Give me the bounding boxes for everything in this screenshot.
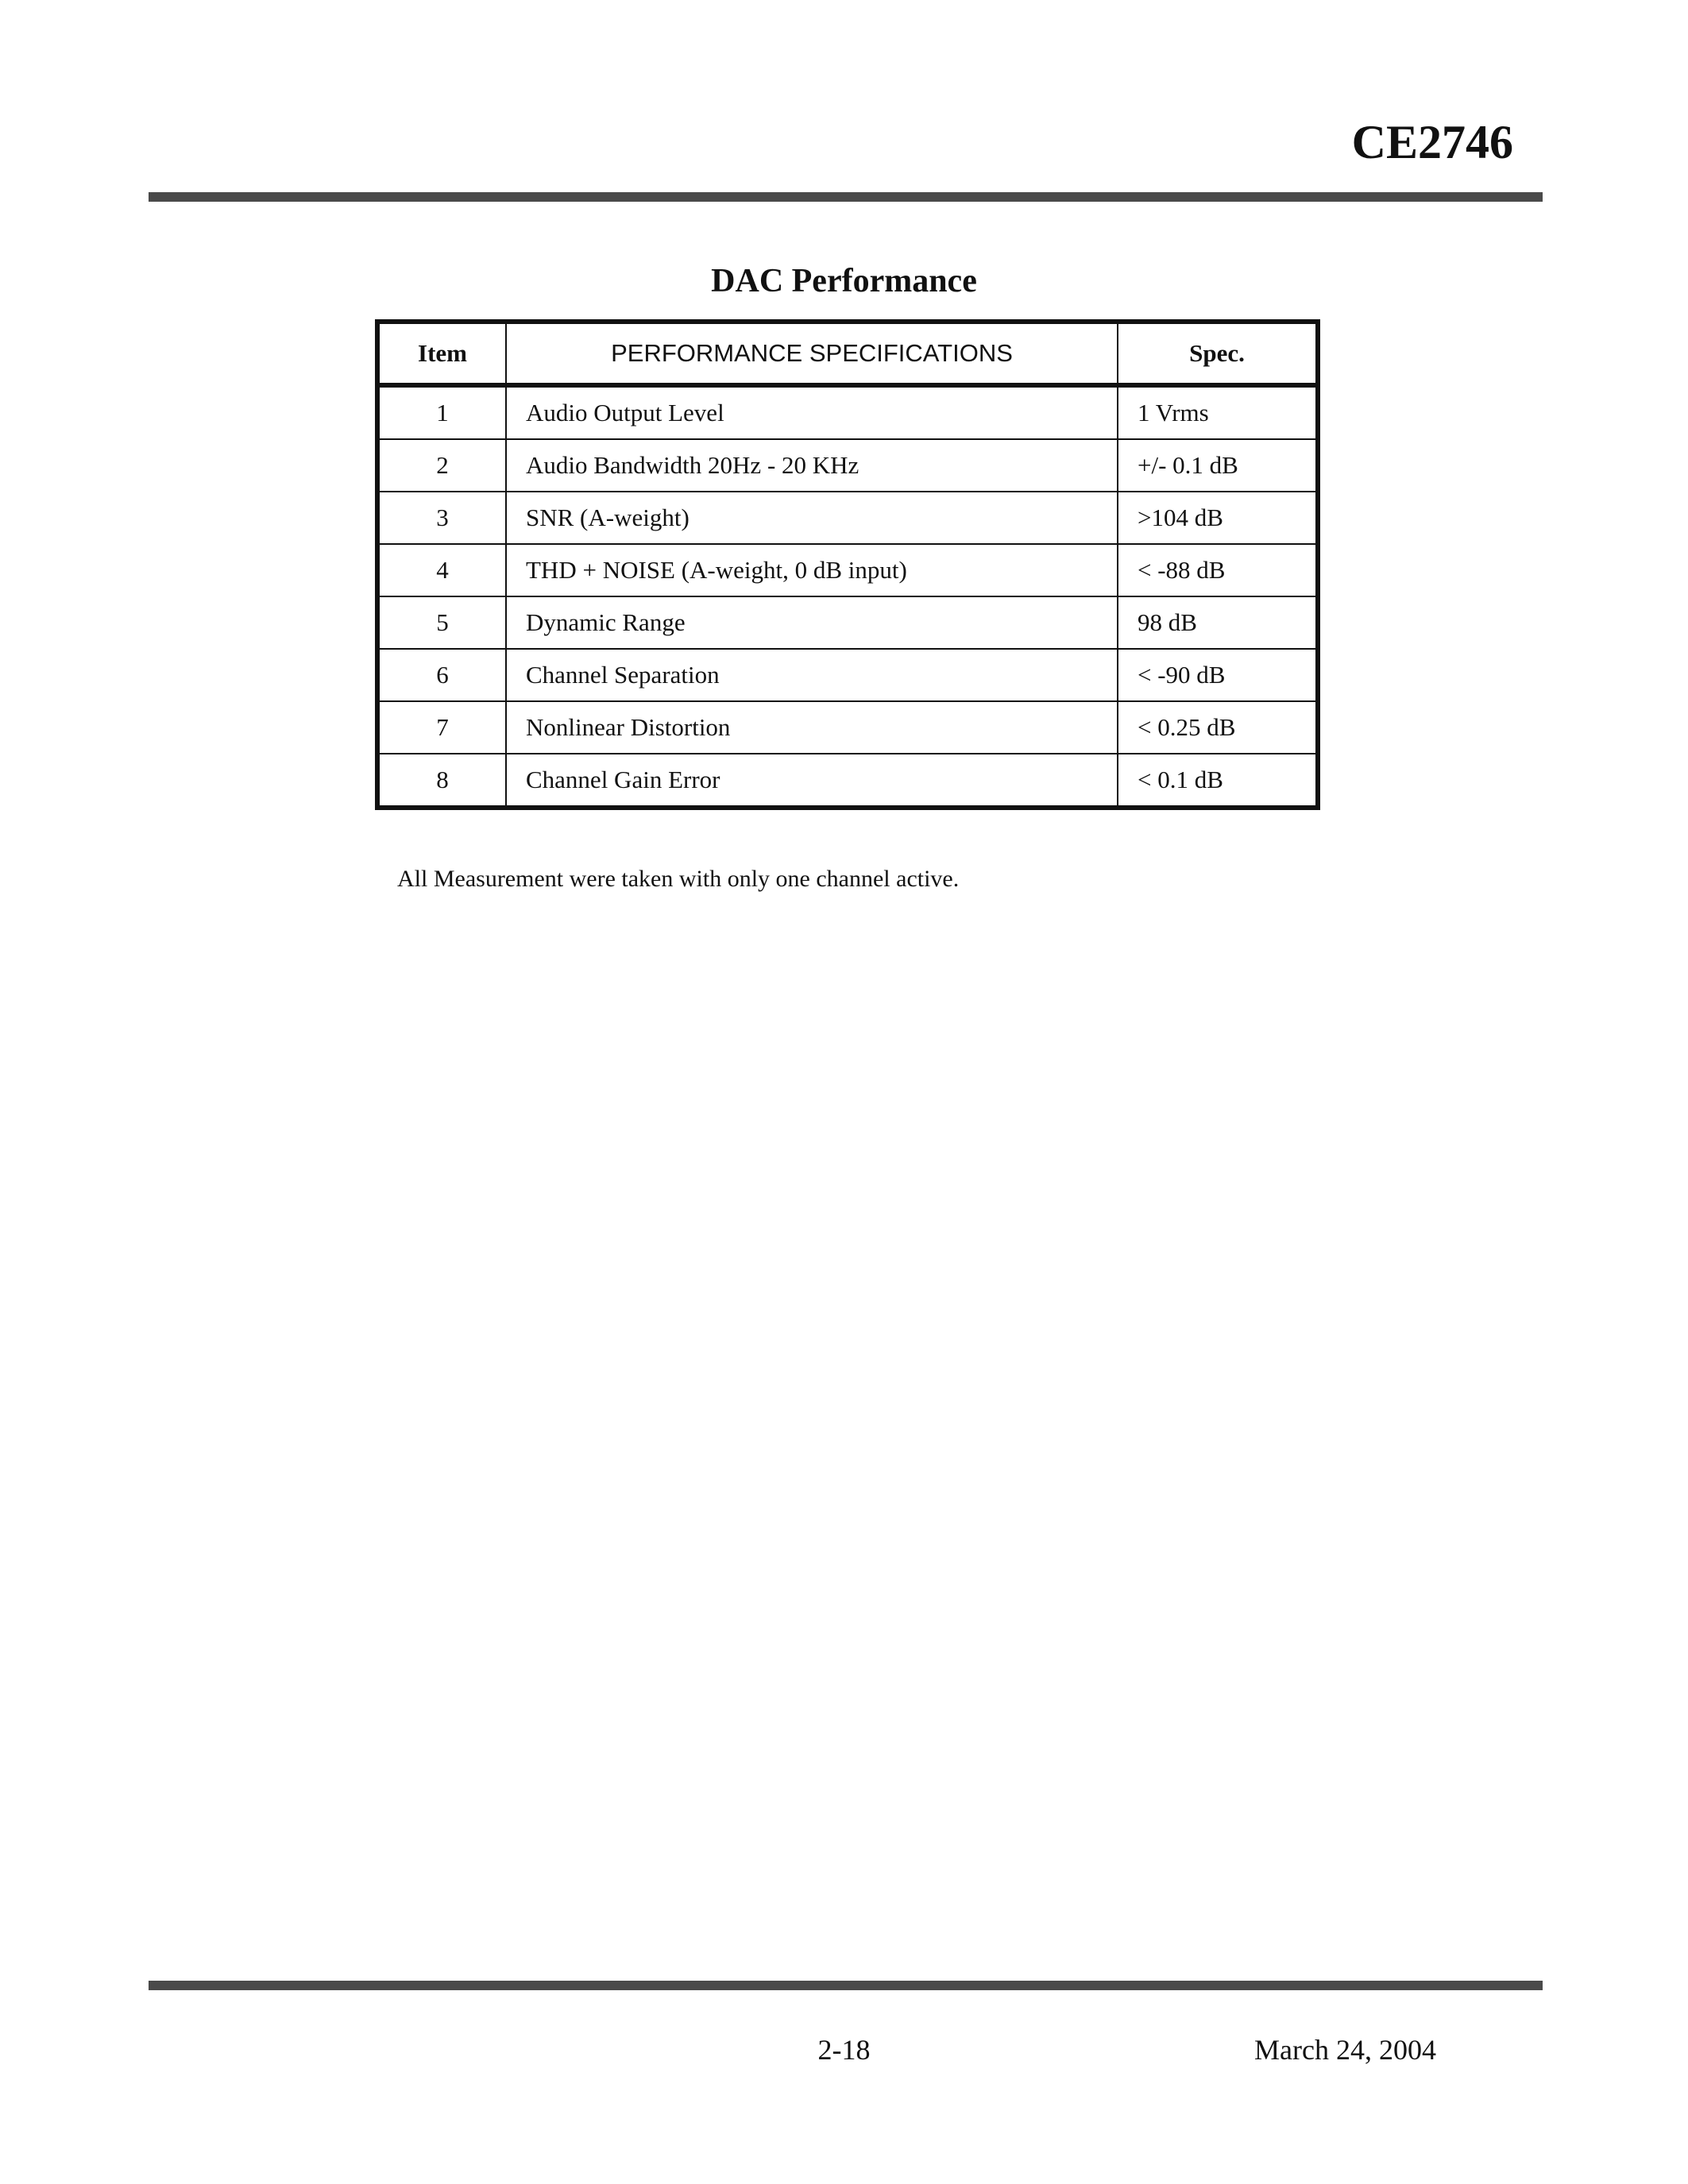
row-performance: Channel Gain Error xyxy=(506,754,1118,808)
measurement-note: All Measurement were taken with only one channel active. xyxy=(397,866,960,892)
row-spec: < -90 dB xyxy=(1118,649,1318,701)
table-row xyxy=(377,544,1318,596)
row-spec: < -88 dB xyxy=(1118,544,1318,596)
row-spec: 1 Vrms xyxy=(1118,385,1318,439)
row-performance: Nonlinear Distortion xyxy=(506,701,1118,754)
document-date: March 24, 2004 xyxy=(1254,2034,1436,2066)
row-performance: Audio Output Level xyxy=(506,385,1118,439)
row-item: 7 xyxy=(377,701,506,754)
document-code: CE2746 xyxy=(1351,116,1513,168)
table-row xyxy=(377,701,1318,754)
row-spec: 98 dB xyxy=(1118,596,1318,649)
row-item: 5 xyxy=(377,596,506,649)
footer-rule xyxy=(149,1981,1543,1990)
header-rule xyxy=(149,192,1543,202)
section-title: DAC Performance xyxy=(711,263,977,299)
row-performance: SNR (A-weight) xyxy=(506,492,1118,544)
row-spec: < 0.1 dB xyxy=(1118,754,1318,808)
row-item: 1 xyxy=(377,385,506,439)
row-item: 3 xyxy=(377,492,506,544)
row-performance: THD + NOISE (A-weight, 0 dB input) xyxy=(506,544,1118,596)
row-spec: +/- 0.1 dB xyxy=(1118,439,1318,492)
row-spec: < 0.25 dB xyxy=(1118,701,1318,754)
page-number: 2-18 xyxy=(817,2034,871,2066)
table-row xyxy=(377,754,1318,808)
row-item: 8 xyxy=(377,754,506,808)
table-row xyxy=(377,492,1318,544)
header-performance-specifications: PERFORMANCE SPECIFICATIONS xyxy=(506,322,1118,385)
row-performance: Channel Separation xyxy=(506,649,1118,701)
table-row xyxy=(377,649,1318,701)
header-item: Item xyxy=(377,322,506,385)
row-item: 4 xyxy=(377,544,506,596)
header-spec: Spec. xyxy=(1118,322,1318,385)
row-item: 2 xyxy=(377,439,506,492)
row-spec: >104 dB xyxy=(1118,492,1318,544)
row-performance: Dynamic Range xyxy=(506,596,1118,649)
dac-performance-table xyxy=(375,319,1320,810)
row-performance: Audio Bandwidth 20Hz - 20 KHz xyxy=(506,439,1118,492)
row-item: 6 xyxy=(377,649,506,701)
table-row xyxy=(377,439,1318,492)
table-header-row xyxy=(377,322,1318,385)
table-row xyxy=(377,596,1318,649)
table-row xyxy=(377,385,1318,439)
